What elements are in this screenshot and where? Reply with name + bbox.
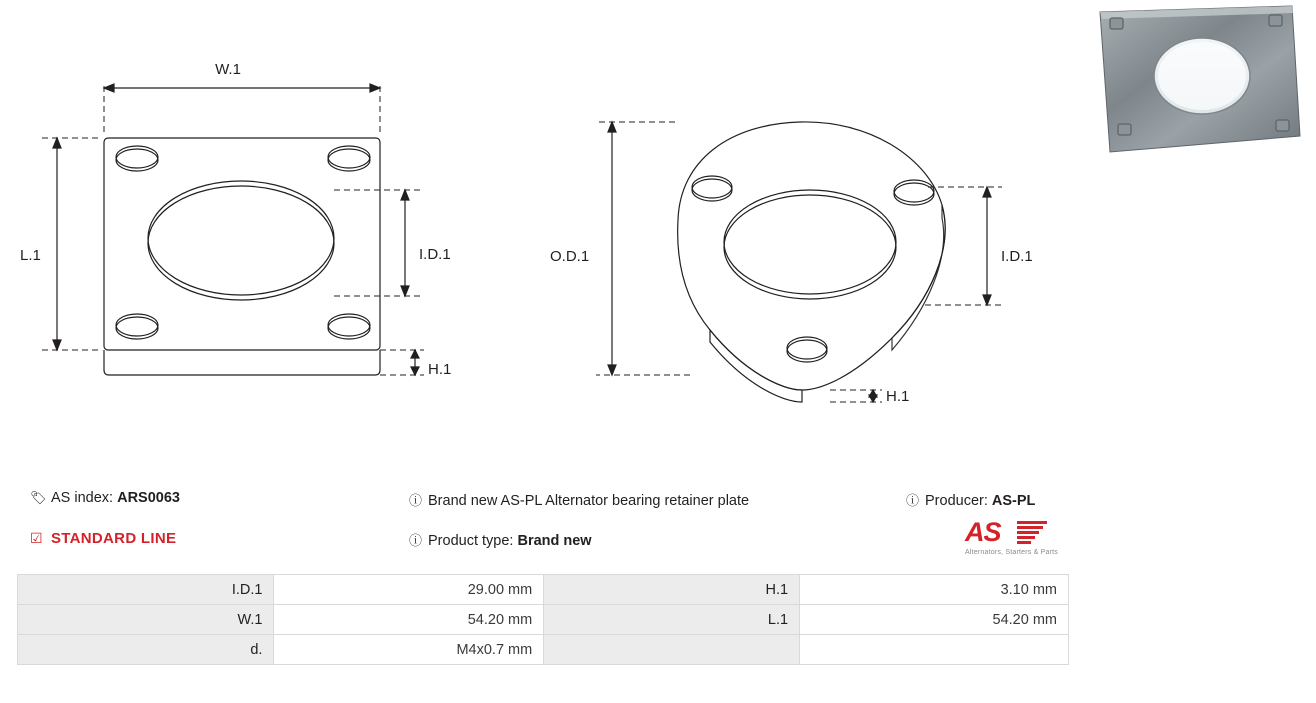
spec-label: H.1 (544, 575, 800, 605)
as-pl-logo (965, 519, 1071, 559)
tag-icon: 🏷 (30, 490, 47, 505)
square-plate-drawing (0, 0, 560, 460)
dim-label-h1-tri: H.1 (886, 388, 910, 405)
spec-label: I.D.1 (18, 575, 274, 605)
dim-label-h1: H.1 (428, 361, 452, 378)
dim-label-l1: L.1 (20, 247, 41, 264)
as-logo-subtitle: Alternators, Starters & Parts (965, 549, 1058, 556)
producer-label: Producer: (925, 493, 988, 509)
dim-label-id1-tri: I.D.1 (1001, 248, 1033, 265)
specs-table (17, 574, 1069, 665)
producer-value: AS-PL (991, 493, 1036, 509)
as-logo-bars (1017, 521, 1047, 546)
product-type-label: Product type: (428, 533, 514, 549)
info-icon: ⓘ (905, 493, 919, 508)
spec-value: 29.00 mm (274, 575, 544, 605)
product-info (0, 478, 1316, 560)
description-row (408, 490, 749, 509)
info-icon: ⓘ (408, 533, 422, 548)
as-index-label: AS index: (51, 490, 114, 506)
producer-row (905, 490, 1035, 509)
table-row (18, 575, 1069, 605)
spec-label (544, 635, 800, 665)
spec-value: M4x0.7 mm (274, 635, 544, 665)
description-text: Brand new AS-PL Alternator bearing retainer plate (428, 493, 750, 509)
info-icon: ⓘ (408, 493, 422, 508)
as-index-row (30, 490, 180, 506)
table-row (18, 605, 1069, 635)
check-square-icon: ☑ (30, 530, 43, 546)
dim-label-id1: I.D.1 (419, 246, 451, 263)
spec-value: 54.20 mm (800, 605, 1069, 635)
product-type-value: Brand new (517, 533, 592, 549)
spec-label: d. (18, 635, 274, 665)
dim-label-w1: W.1 (215, 61, 241, 78)
as-logo-text: AS (965, 517, 1001, 547)
spec-value (800, 635, 1069, 665)
spec-label: W.1 (18, 605, 274, 635)
table-row (18, 635, 1069, 665)
standard-line-label: STANDARD LINE (51, 530, 177, 547)
spec-label: L.1 (544, 605, 800, 635)
standard-line-row (30, 530, 176, 547)
triangular-plate-drawing (530, 0, 1050, 460)
product-type-row (408, 530, 592, 549)
spec-value: 3.10 mm (800, 575, 1069, 605)
product-photo (1086, 4, 1308, 156)
dim-label-od1: O.D.1 (550, 248, 590, 265)
as-index-value: ARS0063 (117, 490, 180, 506)
spec-value: 54.20 mm (274, 605, 544, 635)
